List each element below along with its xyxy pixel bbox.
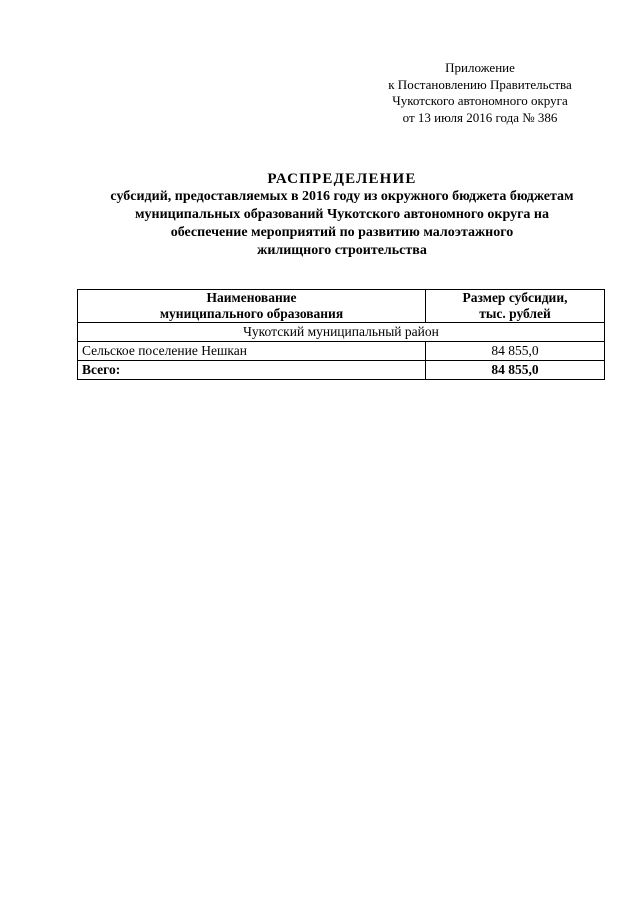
title-line-2: муниципальных образований Чукотского автономного округа на [134, 207, 550, 222]
appendix-block [370, 60, 590, 126]
table-row [78, 342, 605, 361]
title-line-1: субсидий, предоставляемых в 2016 году из окружного бюджета бюджетам [110, 189, 574, 204]
title-heading: РАСПРЕДЕЛЕНИЕ [267, 171, 417, 187]
header-amount-line-2: тыс. рублей [479, 306, 551, 321]
document-title [62, 170, 622, 260]
title-line-3: обеспечение мероприятий по развитию малоэтажного [170, 225, 514, 240]
appendix-date-number: от 13 июля 2016 года № 386 [402, 109, 558, 125]
header-municipality-line-2: муниципального образования [159, 306, 344, 321]
header-municipality-line-1: Наименование [206, 290, 297, 305]
header-amount [426, 290, 605, 323]
subsidy-table [77, 289, 605, 380]
row-municipality-name: Сельское поселение Нешкан [78, 342, 426, 361]
district-name: Чукотский муниципальный район [78, 323, 605, 342]
header-amount-line-1: Размер субсидии, [462, 290, 568, 305]
total-label: Всего: [78, 361, 426, 380]
table-header-row [78, 290, 605, 323]
title-line-4: жилищного строительства [257, 243, 427, 258]
appendix-resolution: к Постановлению Правительства [388, 76, 572, 92]
total-row [78, 361, 605, 380]
total-amount: 84 855,0 [426, 361, 605, 380]
district-row [78, 323, 605, 342]
appendix-label: Приложение [445, 60, 515, 75]
row-amount: 84 855,0 [426, 342, 605, 361]
appendix-region: Чукотского автономного округа [392, 93, 568, 108]
header-municipality [78, 290, 426, 323]
